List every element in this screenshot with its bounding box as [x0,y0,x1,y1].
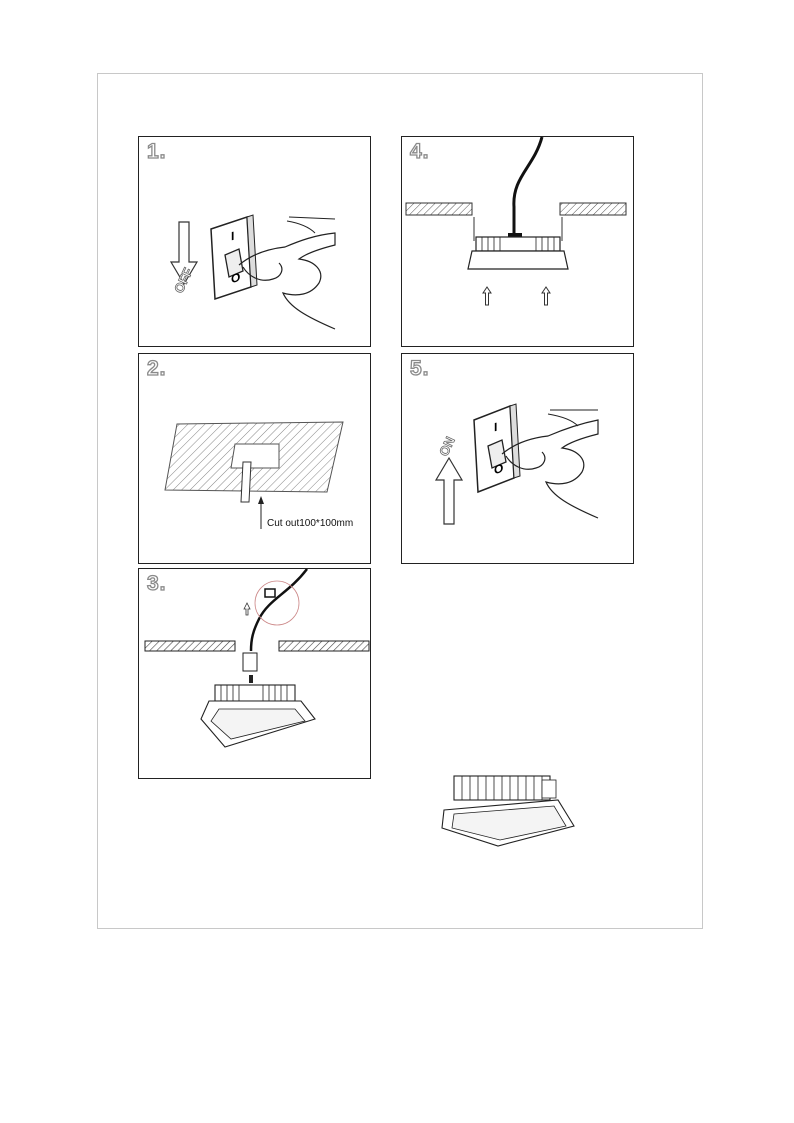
switch-off-illustration [139,137,372,348]
step-1-panel [138,136,371,347]
up-arrow-icon [244,603,250,615]
cutout-hole [231,444,279,468]
up-arrow-icon [483,287,491,305]
switch-on-mark: I [231,228,235,244]
on-label: ON [436,434,458,459]
downlight-product-image [438,770,583,850]
up-arrow-icon [542,287,550,305]
cutout-size-label: Cut out100*100mm [267,518,354,529]
switch-on-mark: I [494,419,498,435]
step-number: 4. [410,140,430,163]
step-4-panel [401,136,634,347]
ceiling-left [145,641,235,651]
connector-zoom-circle [255,581,299,625]
step-number: 3. [147,572,167,595]
switch-on-illustration [402,354,635,565]
ceiling-left [406,203,472,215]
off-label: OFF [171,265,196,296]
step-5-panel [401,353,634,564]
switch-off-mark: O [231,269,241,287]
step-number: 1. [147,140,167,163]
power-cable [514,137,542,235]
connect-fixture-illustration [139,569,372,780]
up-arrow-icon [436,458,462,524]
ceiling-cutout-illustration [139,354,372,565]
switch-off-mark: O [494,460,504,478]
step-3-panel [138,568,371,779]
step-number: 2. [147,357,167,380]
arrow-up-icon [258,496,264,504]
ceiling-right [560,203,626,215]
downlight-fixture [476,237,560,251]
step-number: 5. [410,357,430,380]
terminal-block [243,653,257,671]
install-fixture-illustration [402,137,635,348]
connector-icon [265,589,275,597]
ceiling-right [279,641,369,651]
step-2-panel [138,353,371,564]
